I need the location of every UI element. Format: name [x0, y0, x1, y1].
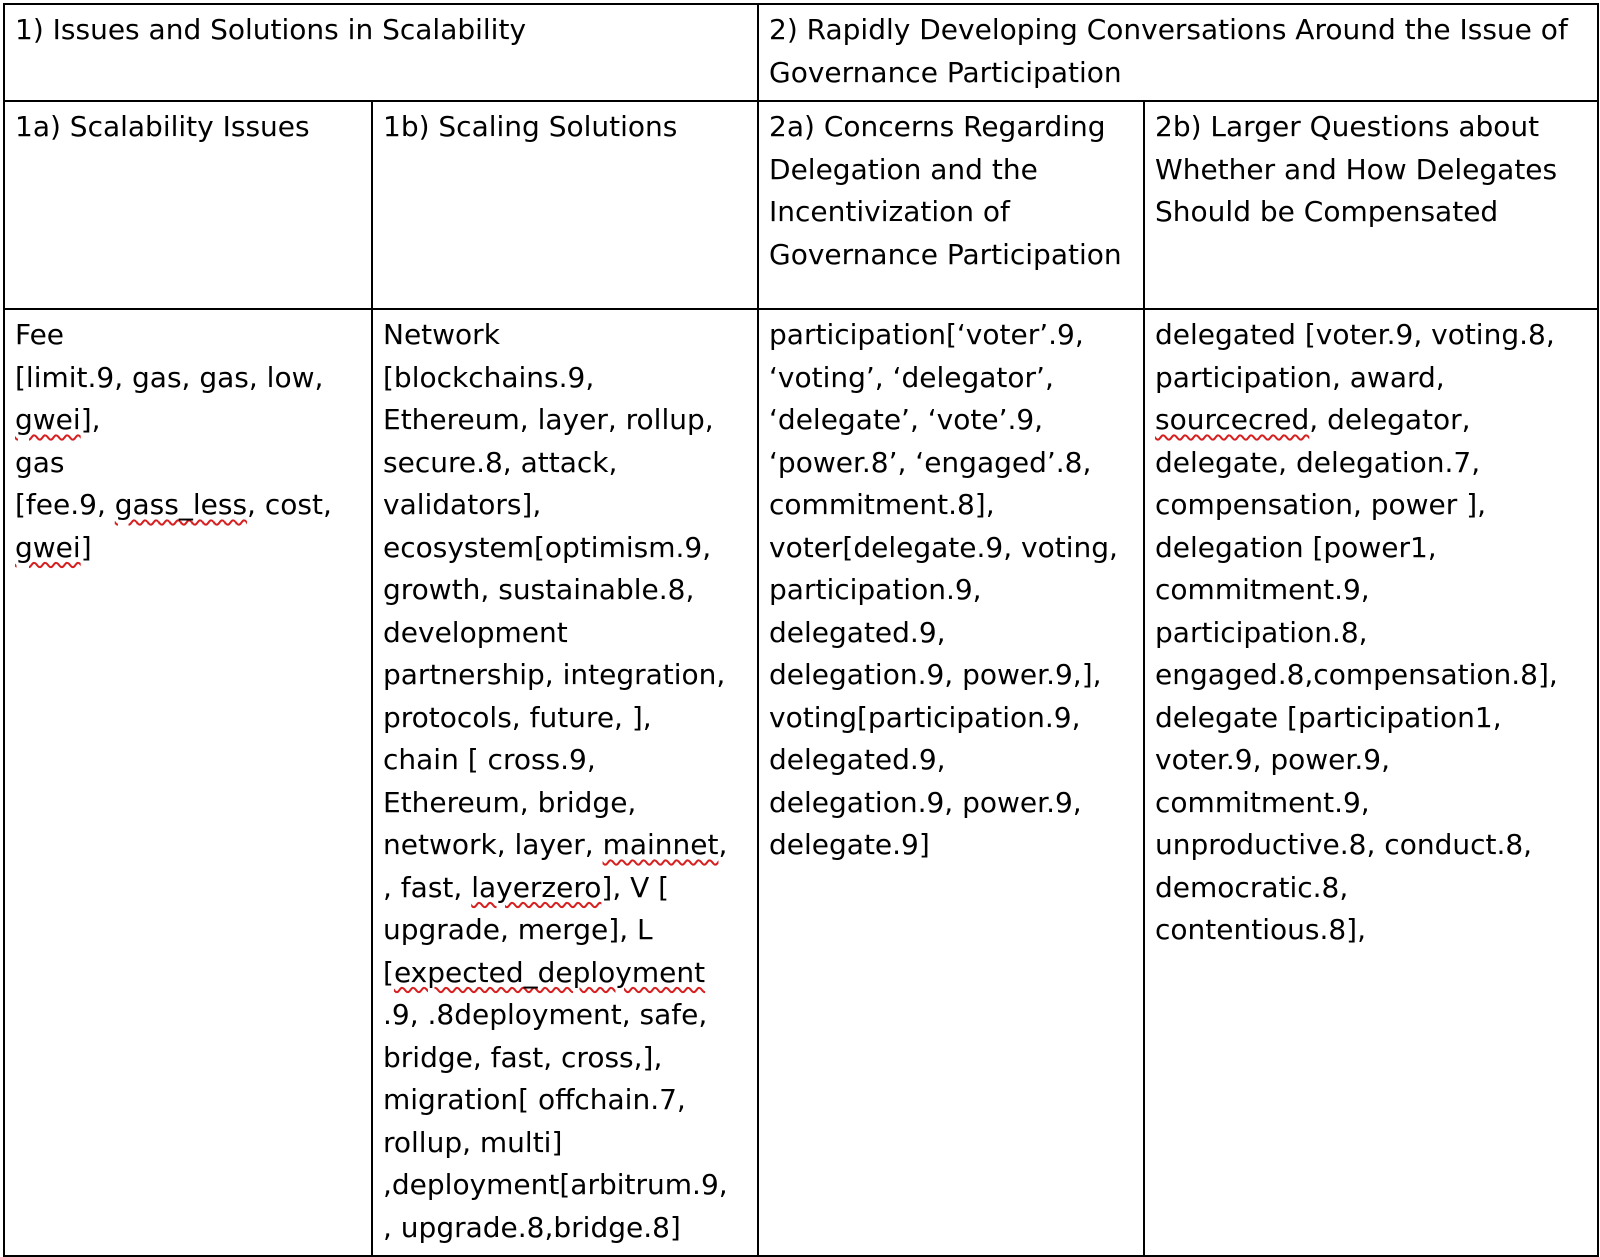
- cell-text: .9, .8deployment, safe, bridge, fast, cross,], migration[ offchain.7, rollup, multi] ,deployment[arbitrum.9, , upgrade.8,bridge.8]: [383, 998, 728, 1244]
- group-header-scalability: 1) Issues and Solutions in Scalability: [4, 4, 758, 101]
- cell-text: ], V [ upgrade, merge], L [: [383, 870, 670, 989]
- spellcheck-word: gass_less: [114, 488, 248, 521]
- topic-table: [3, 3, 1599, 1257]
- spellcheck-word: sourcecred: [1155, 403, 1310, 436]
- subheader-delegate-compensation: 2b) Larger Questions about Whether and How Delegates Should be Compensated: [1144, 101, 1598, 309]
- cell-scaling-solutions: [372, 309, 758, 1256]
- cell-text: participation[‘voter’.9, ‘voting’, ‘delegator’, ‘delegate’, ‘vote’.9, ‘power.8’, ‘engaged’.8, commitment.8], voter[delegate.9, voting, participation.9, delegated.9, delegation.9, power.9,], voting[participation.9, delegated.9, delegation.9, power.9, delegate.9]: [769, 318, 1118, 861]
- group-header-row: [4, 4, 1598, 101]
- subheader-scaling-solutions: 1b) Scaling Solutions: [372, 101, 758, 309]
- spellcheck-word: mainnet: [602, 828, 719, 861]
- subheader-scalability-issues: 1a) Scalability Issues: [4, 101, 372, 309]
- subheader-delegation-concerns: 2a) Concerns Regarding Delegation and the Incentivization of Governance Participation: [758, 101, 1144, 309]
- spellcheck-word: gwei: [15, 403, 81, 436]
- cell-delegate-compensation: [1144, 309, 1598, 1256]
- cell-text: ], gas [fee.9,: [15, 403, 106, 521]
- group-header-governance: 2) Rapidly Developing Conversations Around the Issue of Governance Participation: [758, 4, 1598, 101]
- cell-delegation-concerns: [758, 309, 1144, 1256]
- cell-text: , , fast,: [383, 828, 728, 904]
- cell-scalability-issues: [4, 309, 372, 1256]
- keyword-row: [4, 309, 1598, 1256]
- spellcheck-word: gwei: [15, 530, 81, 564]
- cell-text: delegated [voter.9, voting.8, participation, award,: [1155, 318, 1555, 394]
- spellcheck-word: expected_deployment: [393, 955, 706, 989]
- cell-text: , cost,: [247, 488, 332, 521]
- cell-text: , delegator, delegate, delegation.7, compensation, power ], delegation [power1, commitment.9, participation.8, engaged.8,compensation.8], delegate [participation1, voter.9, power.9, commitment.9, unproductive.8, conduct.8, democratic.8, contentious.8],: [1155, 403, 1558, 946]
- spellcheck-word: layerzero: [471, 870, 602, 904]
- subheader-row: [4, 101, 1598, 309]
- cell-text: Network [blockchains.9, Ethereum, layer, rollup, secure.8, attack, validators], ecosystem[optimism.9, growth, sustainable.8, development partnership, integration, protocols, future, ], chain [ cross.9, Ethereum, bridge, network, layer,: [383, 318, 726, 861]
- cell-text: ]: [80, 530, 92, 564]
- cell-text: Fee [limit.9, gas, gas, low,: [15, 318, 324, 394]
